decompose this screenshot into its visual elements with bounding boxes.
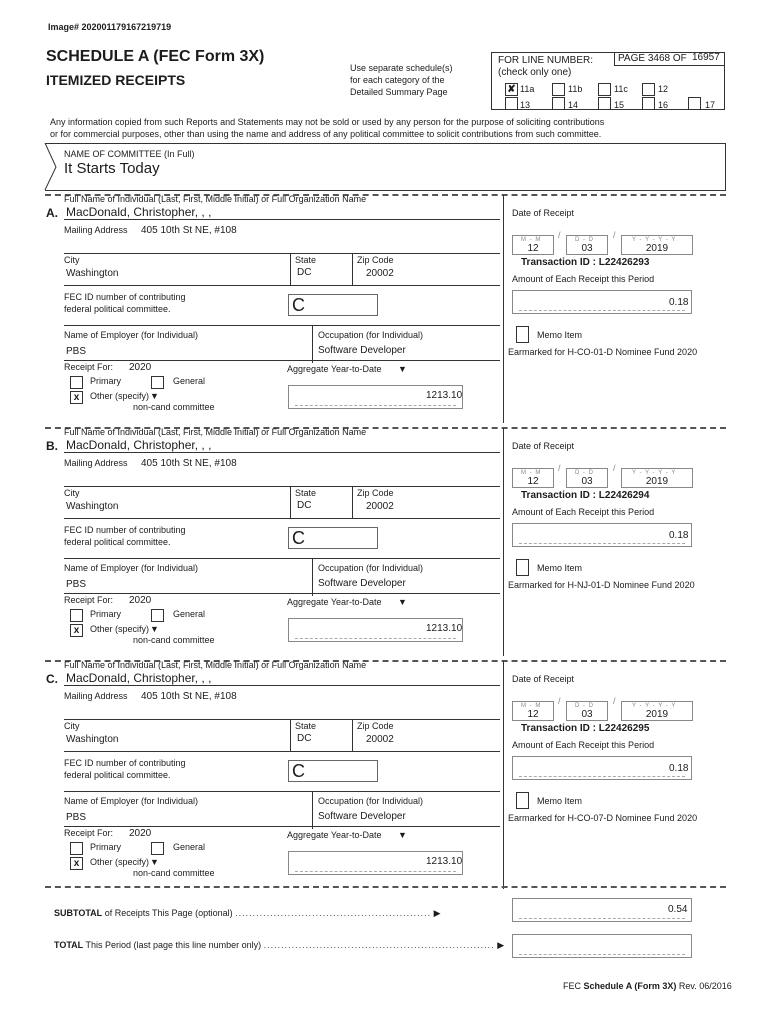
general-checkbox[interactable] xyxy=(151,842,164,855)
form-title: SCHEDULE A (FEC Form 3X) xyxy=(46,48,265,65)
other-label: Other (specify) xyxy=(90,624,150,634)
aggregate-value: 1213.10 xyxy=(426,856,463,867)
state-value: DC xyxy=(297,500,312,511)
disclaimer-line-1: Any information copied from such Reports and Statements may not be sold or used by any person for the purpose of soliciting contributions xyxy=(50,117,605,127)
aggregate-label: Aggregate Year-to-Date xyxy=(287,364,382,374)
occupation-label: Occupation (for Individual) xyxy=(318,563,424,573)
amount-field[interactable] xyxy=(512,290,692,314)
contributor-name: MacDonald, Christopher, , , xyxy=(66,671,212,685)
arrow-right-icon: ▶ xyxy=(433,908,441,918)
amount-value: 0.18 xyxy=(669,763,689,774)
primary-label: Primary xyxy=(90,609,121,619)
zip-value: 20002 xyxy=(366,501,394,512)
mailing-address-label: Mailing Address xyxy=(64,691,128,701)
general-label: General xyxy=(173,609,206,619)
mailing-address: 405 10th St NE, #108 xyxy=(141,691,237,702)
city-value: Washington xyxy=(66,501,119,512)
page-total: 16957 xyxy=(692,52,720,63)
primary-label: Primary xyxy=(90,376,121,386)
zip-value: 20002 xyxy=(366,734,394,745)
date-month-field[interactable]: M - M 12 xyxy=(512,468,554,488)
fec-id-field[interactable]: C xyxy=(288,294,378,316)
entry-letter: A. xyxy=(46,206,58,220)
line-16-label: 16 xyxy=(658,100,669,110)
check-only-label: (check only one) xyxy=(498,67,572,78)
line-11b-label: 11b xyxy=(568,84,583,94)
state-value: DC xyxy=(297,267,312,278)
memo-item-checkbox[interactable] xyxy=(516,792,529,809)
primary-checkbox[interactable] xyxy=(70,376,83,389)
receipt-for-year: 2020 xyxy=(129,362,152,373)
line-15-checkbox[interactable] xyxy=(598,97,611,110)
primary-label: Primary xyxy=(90,842,121,852)
full-name-label: Full Name of Individual (Last, First, Middle Initial) or Full Organization Name xyxy=(64,427,367,437)
amount-value: 0.18 xyxy=(669,297,689,308)
state-label: State xyxy=(295,255,317,265)
aggregate-value: 1213.10 xyxy=(426,623,463,634)
date-of-receipt-label: Date of Receipt xyxy=(512,441,575,451)
other-specify-value: non-cand committee xyxy=(133,402,215,412)
date-year-field[interactable]: Y - Y - Y - Y 2019 xyxy=(621,235,693,255)
fec-id-label-1: FEC ID number of contributing xyxy=(64,758,186,768)
line-12-label: 12 xyxy=(658,84,669,94)
mailing-address-label: Mailing Address xyxy=(64,458,128,468)
aggregate-value: 1213.10 xyxy=(426,390,463,401)
for-line-number-label: FOR LINE NUMBER: xyxy=(498,55,594,66)
date-of-receipt-label: Date of Receipt xyxy=(512,674,575,684)
contributor-name: MacDonald, Christopher, , , xyxy=(66,438,212,452)
fec-id-label-2: federal political committee. xyxy=(64,770,171,780)
other-checkbox[interactable]: x xyxy=(70,391,83,404)
other-label: Other (specify) xyxy=(90,857,150,867)
receipt-for-label: Receipt For: xyxy=(64,595,114,605)
entry-letter: B. xyxy=(46,439,58,453)
receipt-for-label: Receipt For: xyxy=(64,828,114,838)
date-day-field[interactable]: D - D 03 xyxy=(566,468,608,488)
chevron-down-icon: ▼ xyxy=(150,624,159,634)
line-11c-checkbox[interactable] xyxy=(598,83,611,96)
subtotal-field[interactable] xyxy=(512,898,692,922)
line-11c-label: 11c xyxy=(614,84,628,94)
line-11a-label: 11a xyxy=(520,84,535,94)
amount-label: Amount of Each Receipt this Period xyxy=(512,507,655,517)
fec-id-label-2: federal political committee. xyxy=(64,304,171,314)
transaction-id: Transaction ID : L22426295 xyxy=(521,723,650,734)
line-17-label: 17 xyxy=(705,100,716,110)
chevron-down-icon: ▼ xyxy=(150,391,159,401)
mailing-address: 405 10th St NE, #108 xyxy=(141,225,237,236)
general-label: General xyxy=(173,376,206,386)
mailing-address-label: Mailing Address xyxy=(64,225,128,235)
receipt-for-label: Receipt For: xyxy=(64,362,114,372)
city-label: City xyxy=(64,721,80,731)
contributor-name: MacDonald, Christopher, , , xyxy=(66,205,212,219)
full-name-label: Full Name of Individual (Last, First, Middle Initial) or Full Organization Name xyxy=(64,660,367,670)
entry-letter: C. xyxy=(46,672,58,686)
memo-item-label: Memo Item xyxy=(537,563,583,573)
receipt-for-year: 2020 xyxy=(129,828,152,839)
other-checkbox[interactable]: x xyxy=(70,857,83,870)
state-label: State xyxy=(295,721,317,731)
amount-label: Amount of Each Receipt this Period xyxy=(512,274,655,284)
date-year-field[interactable]: Y - Y - Y - Y 2019 xyxy=(621,468,693,488)
subtotal-row: SUBTOTAL of Receipts This Page (optional) ........................................................ ▶ xyxy=(54,908,441,918)
arrow-right-icon: ▶ xyxy=(497,940,505,950)
occupation-label: Occupation (for Individual) xyxy=(318,330,424,340)
fec-id-label-1: FEC ID number of contributing xyxy=(64,525,186,535)
employer-value: PBS xyxy=(66,346,87,357)
other-label: Other (specify) xyxy=(90,391,150,401)
date-year-field[interactable]: Y - Y - Y - Y 2019 xyxy=(621,701,693,721)
general-checkbox[interactable] xyxy=(151,376,164,389)
date-day-field[interactable]: D - D 03 xyxy=(566,701,608,721)
occupation-value: Software Developer xyxy=(318,811,406,822)
chevron-down-icon: ▼ xyxy=(398,830,407,840)
fec-id-label-1: FEC ID number of contributing xyxy=(64,292,186,302)
form-subtitle: ITEMIZED RECEIPTS xyxy=(46,72,186,88)
memo-text: Earmarked for H-CO-07-D Nominee Fund 2020 xyxy=(508,813,698,823)
line-13-checkbox[interactable] xyxy=(505,97,518,110)
amount-field[interactable] xyxy=(512,523,692,547)
line-16-checkbox[interactable] xyxy=(642,97,655,110)
memo-text: Earmarked for H-NJ-01-D Nominee Fund 2020 xyxy=(508,580,695,590)
fec-id-field[interactable]: C xyxy=(288,527,378,549)
memo-item-label: Memo Item xyxy=(537,796,583,806)
memo-item-label: Memo Item xyxy=(537,330,583,340)
disclaimer-line-2: or for commercial purposes, other than using the name and address of any political committee to solicit contributions from such committee. xyxy=(50,129,602,139)
fec-id-label-2: federal political committee. xyxy=(64,537,171,547)
line-12-checkbox[interactable] xyxy=(642,83,655,96)
state-value: DC xyxy=(297,733,312,744)
zip-label: Zip Code xyxy=(357,255,394,265)
occupation-label: Occupation (for Individual) xyxy=(318,796,424,806)
date-month-field[interactable]: M - M 12 xyxy=(512,235,554,255)
zip-label: Zip Code xyxy=(357,721,394,731)
chevron-down-icon: ▼ xyxy=(398,597,407,607)
employer-label: Name of Employer (for Individual) xyxy=(64,330,199,340)
total-field[interactable] xyxy=(512,934,692,958)
form-footer: FEC Schedule A (Form 3X) Rev. 06/2016 xyxy=(563,981,732,991)
separate-schedule-note: Use separate schedule(s) for each category of the Detailed Summary Page xyxy=(350,63,453,97)
line-14-label: 14 xyxy=(568,100,579,110)
occupation-value: Software Developer xyxy=(318,345,406,356)
image-id: Image# 202001179167219719 xyxy=(48,22,172,32)
amount-label: Amount of Each Receipt this Period xyxy=(512,740,655,750)
receipt-for-year: 2020 xyxy=(129,595,152,606)
memo-text: Earmarked for H-CO-01-D Nominee Fund 2020 xyxy=(508,347,698,357)
employer-label: Name of Employer (for Individual) xyxy=(64,563,199,573)
employer-label: Name of Employer (for Individual) xyxy=(64,796,199,806)
city-label: City xyxy=(64,255,80,265)
total-row: TOTAL This Period (last page this line number only) .................................................................. ▶ xyxy=(54,940,505,950)
city-value: Washington xyxy=(66,268,119,279)
employer-value: PBS xyxy=(66,812,87,823)
subtotal-value: 0.54 xyxy=(668,904,688,915)
date-month-field[interactable]: M - M 12 xyxy=(512,701,554,721)
full-name-label: Full Name of Individual (Last, First, Middle Initial) or Full Organization Name xyxy=(64,194,367,204)
page-label: PAGE 3468 OF xyxy=(618,53,687,64)
amount-field[interactable] xyxy=(512,756,692,780)
committee-label: NAME OF COMMITTEE (In Full) xyxy=(64,149,195,159)
line-17-checkbox[interactable] xyxy=(688,97,701,110)
chevron-down-icon: ▼ xyxy=(398,364,407,374)
line-14-checkbox[interactable] xyxy=(552,97,565,110)
primary-checkbox[interactable] xyxy=(70,609,83,622)
transaction-id: Transaction ID : L22426294 xyxy=(521,490,650,501)
chevron-down-icon: ▼ xyxy=(150,857,159,867)
occupation-value: Software Developer xyxy=(318,578,406,589)
line-15-label: 15 xyxy=(614,100,625,110)
city-value: Washington xyxy=(66,734,119,745)
committee-arrow-icon xyxy=(42,143,62,191)
other-specify-value: non-cand committee xyxy=(133,868,215,878)
line-11a-checkbox[interactable]: ✘ xyxy=(505,83,518,96)
fec-id-field[interactable]: C xyxy=(288,760,378,782)
date-day-field[interactable]: D - D 03 xyxy=(566,235,608,255)
date-of-receipt-label: Date of Receipt xyxy=(512,208,575,218)
employer-value: PBS xyxy=(66,579,87,590)
state-label: State xyxy=(295,488,317,498)
memo-item-checkbox[interactable] xyxy=(516,326,529,343)
line-13-label: 13 xyxy=(520,100,531,110)
mailing-address: 405 10th St NE, #108 xyxy=(141,458,237,469)
primary-checkbox[interactable] xyxy=(70,842,83,855)
other-checkbox[interactable]: x xyxy=(70,624,83,637)
line-11b-checkbox[interactable] xyxy=(552,83,565,96)
zip-value: 20002 xyxy=(366,268,394,279)
aggregate-label: Aggregate Year-to-Date xyxy=(287,597,382,607)
amount-value: 0.18 xyxy=(669,530,689,541)
city-label: City xyxy=(64,488,80,498)
transaction-id: Transaction ID : L22426293 xyxy=(521,257,650,268)
committee-name: It Starts Today xyxy=(64,160,160,177)
aggregate-label: Aggregate Year-to-Date xyxy=(287,830,382,840)
other-specify-value: non-cand committee xyxy=(133,635,215,645)
general-checkbox[interactable] xyxy=(151,609,164,622)
zip-label: Zip Code xyxy=(357,488,394,498)
memo-item-checkbox[interactable] xyxy=(516,559,529,576)
general-label: General xyxy=(173,842,206,852)
